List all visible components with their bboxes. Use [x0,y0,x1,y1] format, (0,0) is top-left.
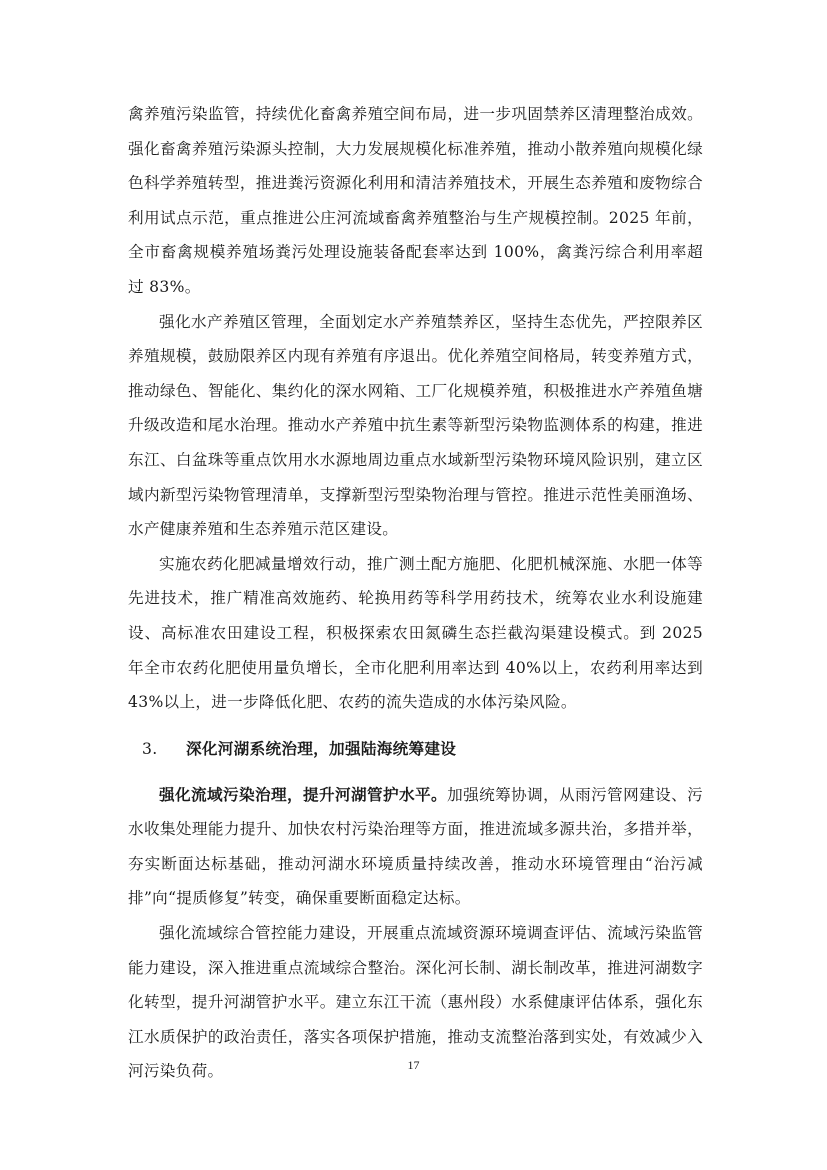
section-heading [128,726,703,772]
paragraph-basin-control: 强化流域综合管控能力建设，开展重点流域资源环境调查评估、流域污染监管能力建设，深入推进重点流域综合整治。深化河长制、湖长制改革，推进河湖数字化转型，提升河湖管护水平。建立东江干流（惠州段）水系健康评估体系，强化东江水质保护的政治责任，落实各项保护措施，推动支流整治落到实处，有效减少入河污染负荷。 [128,924,703,1081]
paragraph-lead-sentence: 强化流域污染治理，提升河湖管护水平。 [159,785,448,804]
section-title: 深化河湖系统治理，加强陆海统筹建设 [186,739,457,758]
paragraph-aquaculture: 强化水产养殖区管理，全面划定水产养殖禁养区，坚持生态优先，严控限养区养殖规模，鼓励限养区内现有养殖有序退出。优化养殖空间格局，转变养殖方式，推动绿色、智能化、集约化的深水网箱、工厂化规模养殖，积极推进水产养殖鱼塘升级改造和尾水治理。推动水产养殖中抗生素等新型污染物监测体系的构建，推进东江、白盆珠等重点饮用水水源地周边重点水域新型污染物环境风险识别，建立区域内新型污染物管理清单，支撑新型污型染物治理与管控。推进示范性美丽渔场、水产健康养殖和生态养殖示范区建设。 [128,312,703,539]
paragraph-livestock-pollution: 禽养殖污染监管，持续优化畜禽养殖空间布局，进一步巩固禁养区清理整治成效。强化畜禽养殖污染源头控制，大力发展规模化标准养殖，推动小散养殖向规模化绿色科学养殖转型，推进粪污资源化利用和清洁养殖技术，开展生态养殖和废物综合利用试点示范，重点推进公庄河流域畜禽养殖整治与生产规模控制。2025 年前，全市畜禽规模养殖场粪污处理设施装备配套率达到 100%，禽粪污综合利用率超过 83%。 [128,105,703,296]
paragraph-fertilizer-reduction: 实施农药化肥减量增效行动，推广测土配方施肥、化肥机械深施、水肥一体等先进技术，推广精准高效施药、轮换用药等科学用药技术，统筹农业水利设施建设、高标准农田建设工程，积极探索农田氮磷生态拦截沟渠建设模式。到 2025 年全市农药化肥使用量负增长，全市化肥利用率达到 40%以上，农药利用率达到 43%以上，进一步降低化肥、农药的流失造成的水体污染风险。 [128,554,703,712]
paragraph-basin-governance [128,778,703,916]
section-number: 3. [142,739,158,758]
page-body [128,97,703,1089]
paragraph-basin-governance-text: 加强统筹协调，从雨污管网建设、污水收集处理能力提升、加快农村污染治理等方面，推进流域多源共治，多措并举，夯实断面达标基础，推动河湖水环境质量持续改善，推动水环境管理由“治污减排”向“提质修复”转变，确保重要断面稳定达标。 [128,785,703,908]
page-number: 17 [407,1058,420,1072]
